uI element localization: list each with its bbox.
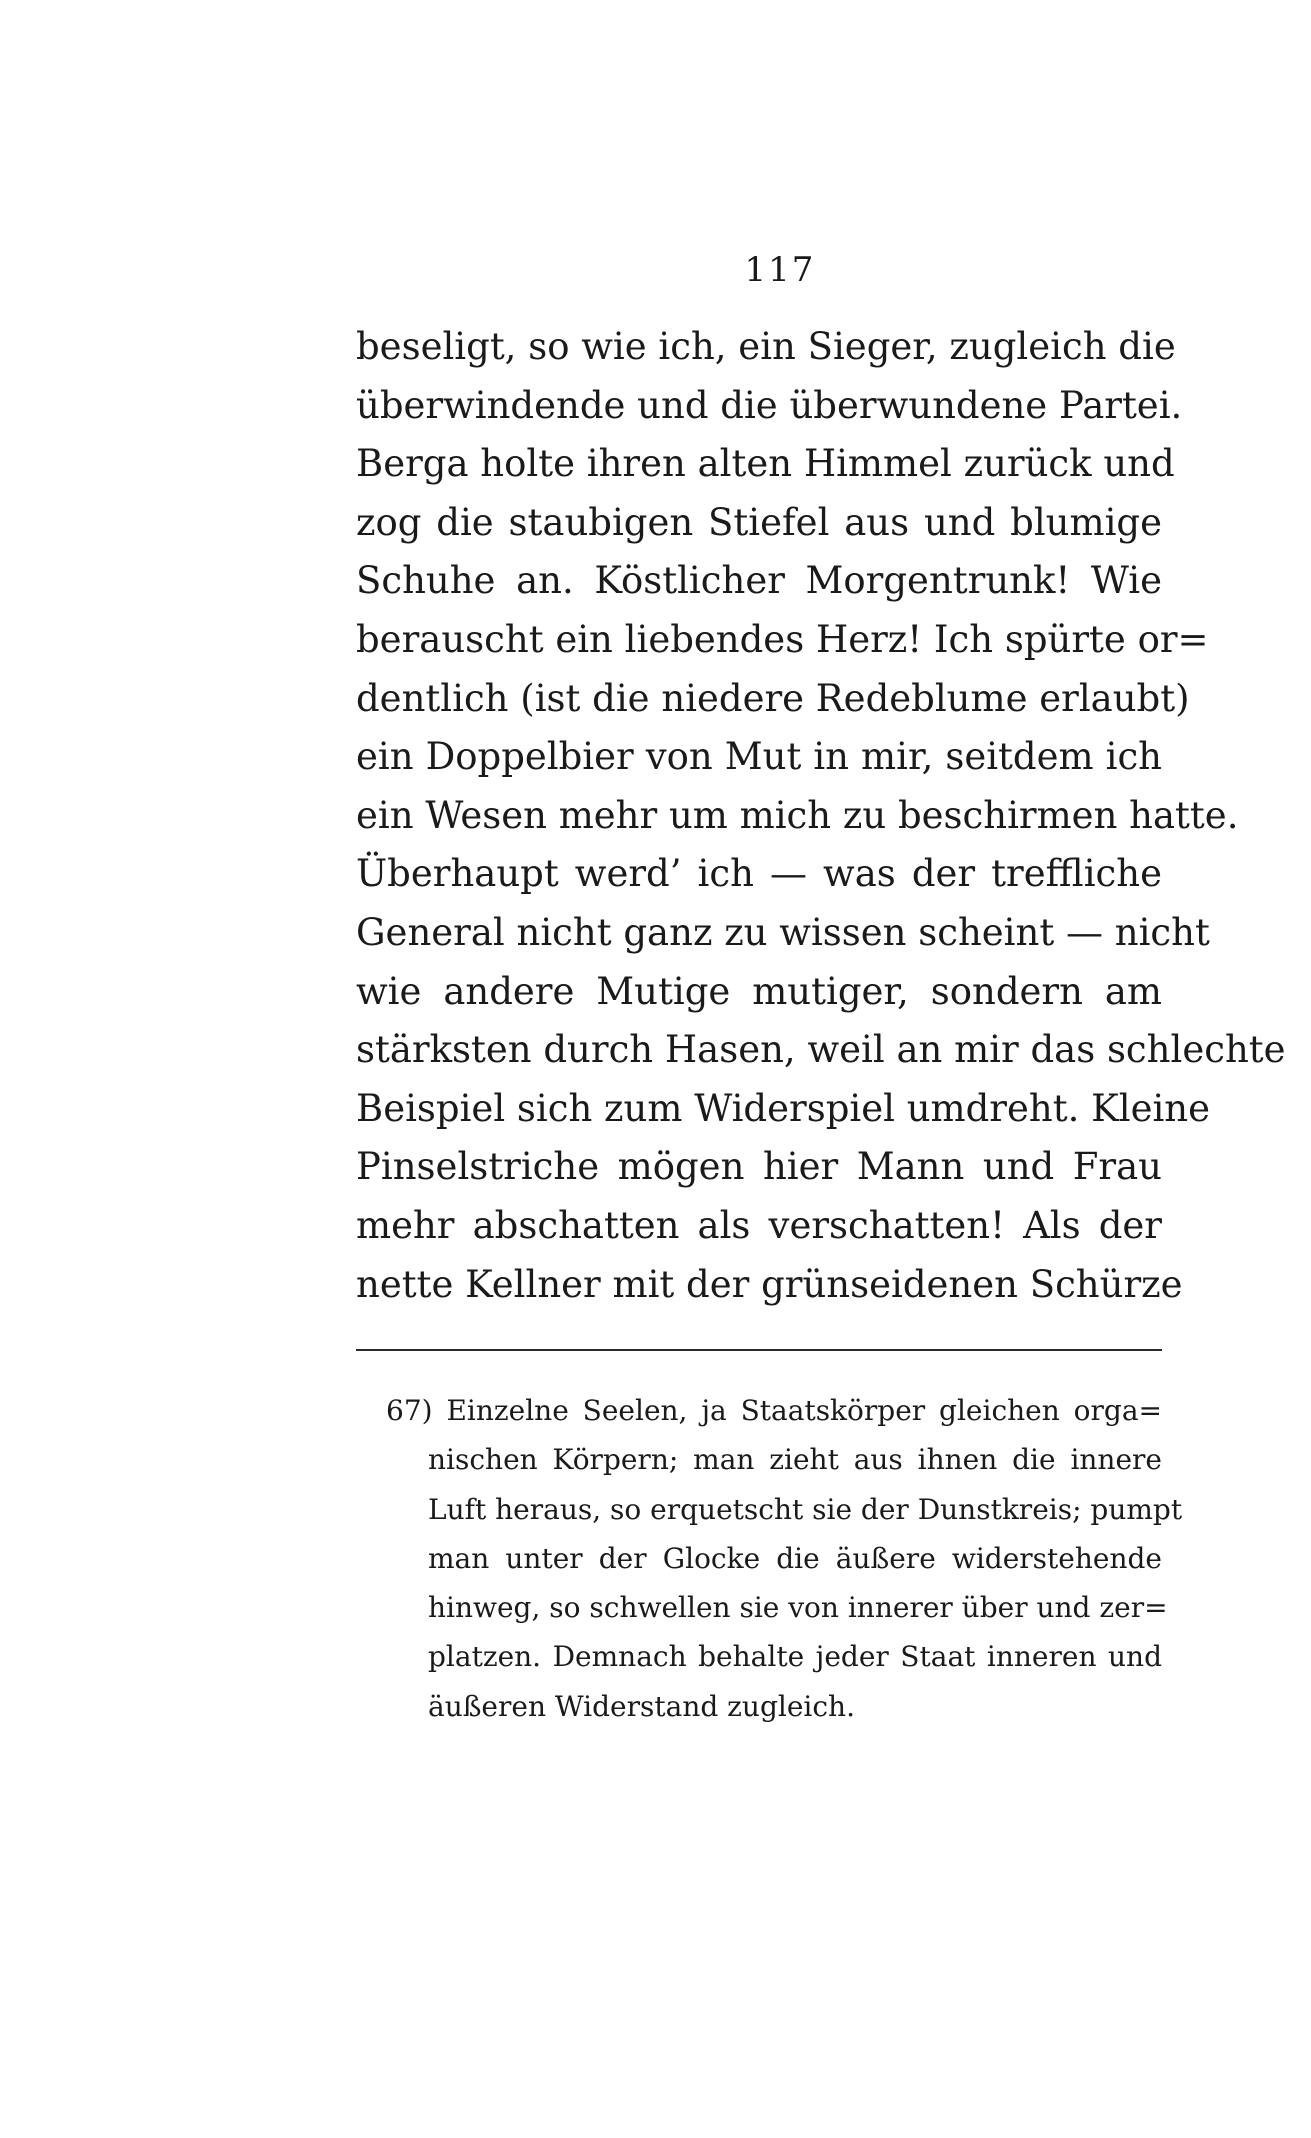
- text-line: wie andere Mutige mutiger, sondern am: [356, 969, 1162, 1013]
- text-line: dentlich (ist die niedere Redeblume erlaubt): [356, 676, 1190, 720]
- text-line: Pinselstriche mögen hier Mann und Frau: [356, 1145, 1162, 1189]
- footnote-divider: [356, 1349, 1162, 1351]
- text-line: überwindende und die überwundene Partei.: [356, 383, 1183, 427]
- text-line: General nicht ganz zu wissen scheint — nicht: [356, 910, 1210, 954]
- text-line: ein Wesen mehr um mich zu beschirmen hatte.: [356, 793, 1239, 837]
- text-line: Beispiel sich zum Widerspiel umdreht. Kleine: [356, 1086, 1211, 1130]
- footnote-line: Luft heraus, so erquetscht sie der Dunstkreis; pumpt: [428, 1492, 1183, 1526]
- text-line: berauscht ein liebendes Herz! Ich spürte or=: [356, 617, 1209, 661]
- footnote: [356, 1386, 1183, 1731]
- footnote-line: hinweg, so schwellen sie von innerer über und zer=: [428, 1591, 1168, 1625]
- footnote-line: nischen Körpern; man zieht aus ihnen die innere: [428, 1443, 1162, 1477]
- text-line: Überhaupt werd’ ich — was der treffliche: [356, 852, 1162, 896]
- text-line: nette Kellner mit der grünseidenen Schürze: [356, 1262, 1183, 1306]
- footnote-line: 67) Einzelne Seelen, ja Staatskörper gleichen orga=: [386, 1394, 1162, 1427]
- main-text: [356, 318, 1286, 1314]
- footnote-line: platzen. Demnach behalte jeder Staat inneren und: [428, 1640, 1162, 1674]
- text-line: Berga holte ihren alten Himmel zurück und: [356, 442, 1175, 486]
- text-line: ein Doppelbier von Mut in mir, seitdem ich: [356, 735, 1162, 779]
- page-number: 117: [744, 250, 816, 290]
- text-line: stärksten durch Hasen, weil an mir das schlechte: [356, 1028, 1286, 1072]
- text-line: Schuhe an. Köstlicher Morgentrunk! Wie: [356, 559, 1162, 603]
- text-line: beseligt, so wie ich, ein Sieger, zugleich die: [356, 325, 1176, 368]
- footnote-line: man unter der Glocke die äußere widerstehende: [428, 1541, 1162, 1575]
- footnote-line: äußeren Widerstand zugleich.: [428, 1689, 855, 1723]
- text-line: mehr abschatten als verschatten! Als der: [356, 1203, 1162, 1247]
- text-line: zog die staubigen Stiefel aus und blumige: [356, 500, 1162, 544]
